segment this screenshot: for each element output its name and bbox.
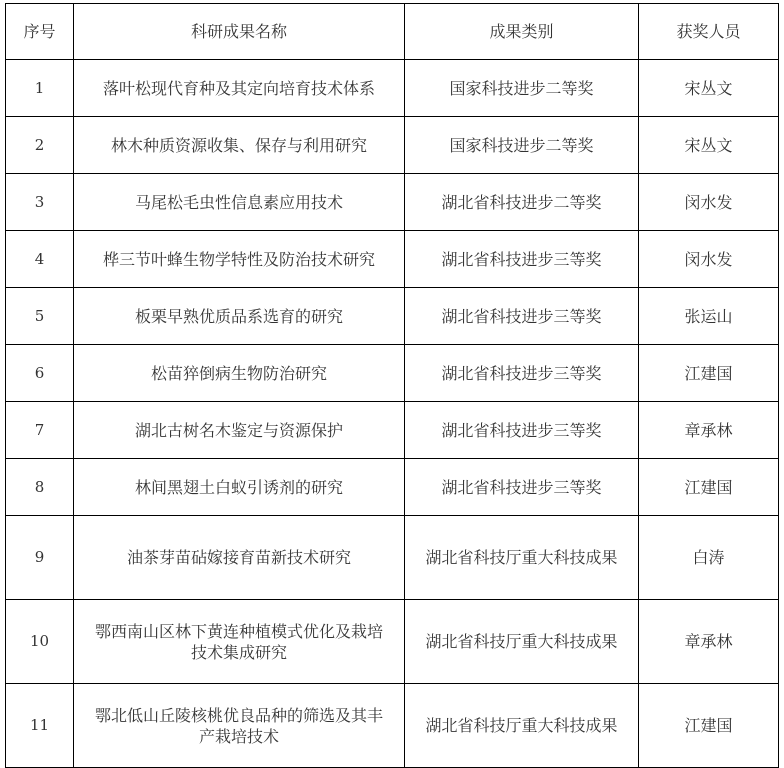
- table-header-row: [6, 4, 779, 60]
- cell-serial-number: 2: [6, 117, 74, 174]
- cell-achievement-name: 鄂西南山区林下黄连种植模式优化及栽培技术集成研究: [74, 600, 405, 684]
- cell-serial-number: 9: [6, 516, 74, 600]
- table-row: [6, 459, 779, 516]
- cell-award-winners: 宋丛文: [639, 117, 779, 174]
- awards-table: [5, 3, 779, 768]
- cell-achievement-name: 桦三节叶蜂生物学特性及防治技术研究: [74, 231, 405, 288]
- awards-table-container: [5, 3, 779, 768]
- cell-award-winners: 江建国: [639, 345, 779, 402]
- cell-serial-number: 11: [6, 684, 74, 768]
- cell-serial-number: 5: [6, 288, 74, 345]
- table-row: [6, 288, 779, 345]
- cell-award-winners: 闵水发: [639, 174, 779, 231]
- cell-award-winners: 白涛: [639, 516, 779, 600]
- cell-serial-number: 10: [6, 600, 74, 684]
- table-row: [6, 60, 779, 117]
- cell-serial-number: 1: [6, 60, 74, 117]
- cell-award-winners: 章承林: [639, 402, 779, 459]
- cell-serial-number: 4: [6, 231, 74, 288]
- cell-achievement-name: 林间黑翅土白蚁引诱剂的研究: [74, 459, 405, 516]
- cell-award-winners: 闵水发: [639, 231, 779, 288]
- cell-serial-number: 3: [6, 174, 74, 231]
- cell-achievement-category: 湖北省科技厅重大科技成果: [405, 684, 639, 768]
- table-row: [6, 684, 779, 768]
- cell-achievement-category: 湖北省科技进步三等奖: [405, 459, 639, 516]
- cell-achievement-name: 林木种质资源收集、保存与利用研究: [74, 117, 405, 174]
- cell-serial-number: 8: [6, 459, 74, 516]
- table-row: [6, 600, 779, 684]
- table-row: [6, 402, 779, 459]
- cell-achievement-category: 湖北省科技厅重大科技成果: [405, 516, 639, 600]
- cell-achievement-name: 马尾松毛虫性信息素应用技术: [74, 174, 405, 231]
- cell-achievement-category: 湖北省科技进步三等奖: [405, 231, 639, 288]
- cell-achievement-category: 湖北省科技进步三等奖: [405, 345, 639, 402]
- cell-achievement-name: 湖北古树名木鉴定与资源保护: [74, 402, 405, 459]
- cell-achievement-name: 板栗早熟优质品系选育的研究: [74, 288, 405, 345]
- cell-award-winners: 章承林: [639, 600, 779, 684]
- table-row: [6, 516, 779, 600]
- table-row: [6, 174, 779, 231]
- cell-achievement-category: 湖北省科技进步三等奖: [405, 402, 639, 459]
- cell-achievement-category: 国家科技进步二等奖: [405, 60, 639, 117]
- header-achievement-category: 成果类别: [405, 4, 639, 60]
- cell-achievement-category: 湖北省科技进步三等奖: [405, 288, 639, 345]
- table-row: [6, 345, 779, 402]
- cell-award-winners: 宋丛文: [639, 60, 779, 117]
- cell-award-winners: 张运山: [639, 288, 779, 345]
- header-achievement-name: 科研成果名称: [74, 4, 405, 60]
- cell-achievement-category: 湖北省科技进步二等奖: [405, 174, 639, 231]
- header-award-winners: 获奖人员: [639, 4, 779, 60]
- cell-achievement-category: 国家科技进步二等奖: [405, 117, 639, 174]
- header-serial-number: 序号: [6, 4, 74, 60]
- cell-serial-number: 7: [6, 402, 74, 459]
- cell-achievement-name: 松苗猝倒病生物防治研究: [74, 345, 405, 402]
- table-row: [6, 117, 779, 174]
- cell-achievement-category: 湖北省科技厅重大科技成果: [405, 600, 639, 684]
- cell-achievement-name: 鄂北低山丘陵核桃优良品种的筛选及其丰产栽培技术: [74, 684, 405, 768]
- cell-award-winners: 江建国: [639, 459, 779, 516]
- cell-achievement-name: 油茶芽苗砧嫁接育苗新技术研究: [74, 516, 405, 600]
- cell-award-winners: 江建国: [639, 684, 779, 768]
- cell-achievement-name: 落叶松现代育种及其定向培育技术体系: [74, 60, 405, 117]
- cell-serial-number: 6: [6, 345, 74, 402]
- table-row: [6, 231, 779, 288]
